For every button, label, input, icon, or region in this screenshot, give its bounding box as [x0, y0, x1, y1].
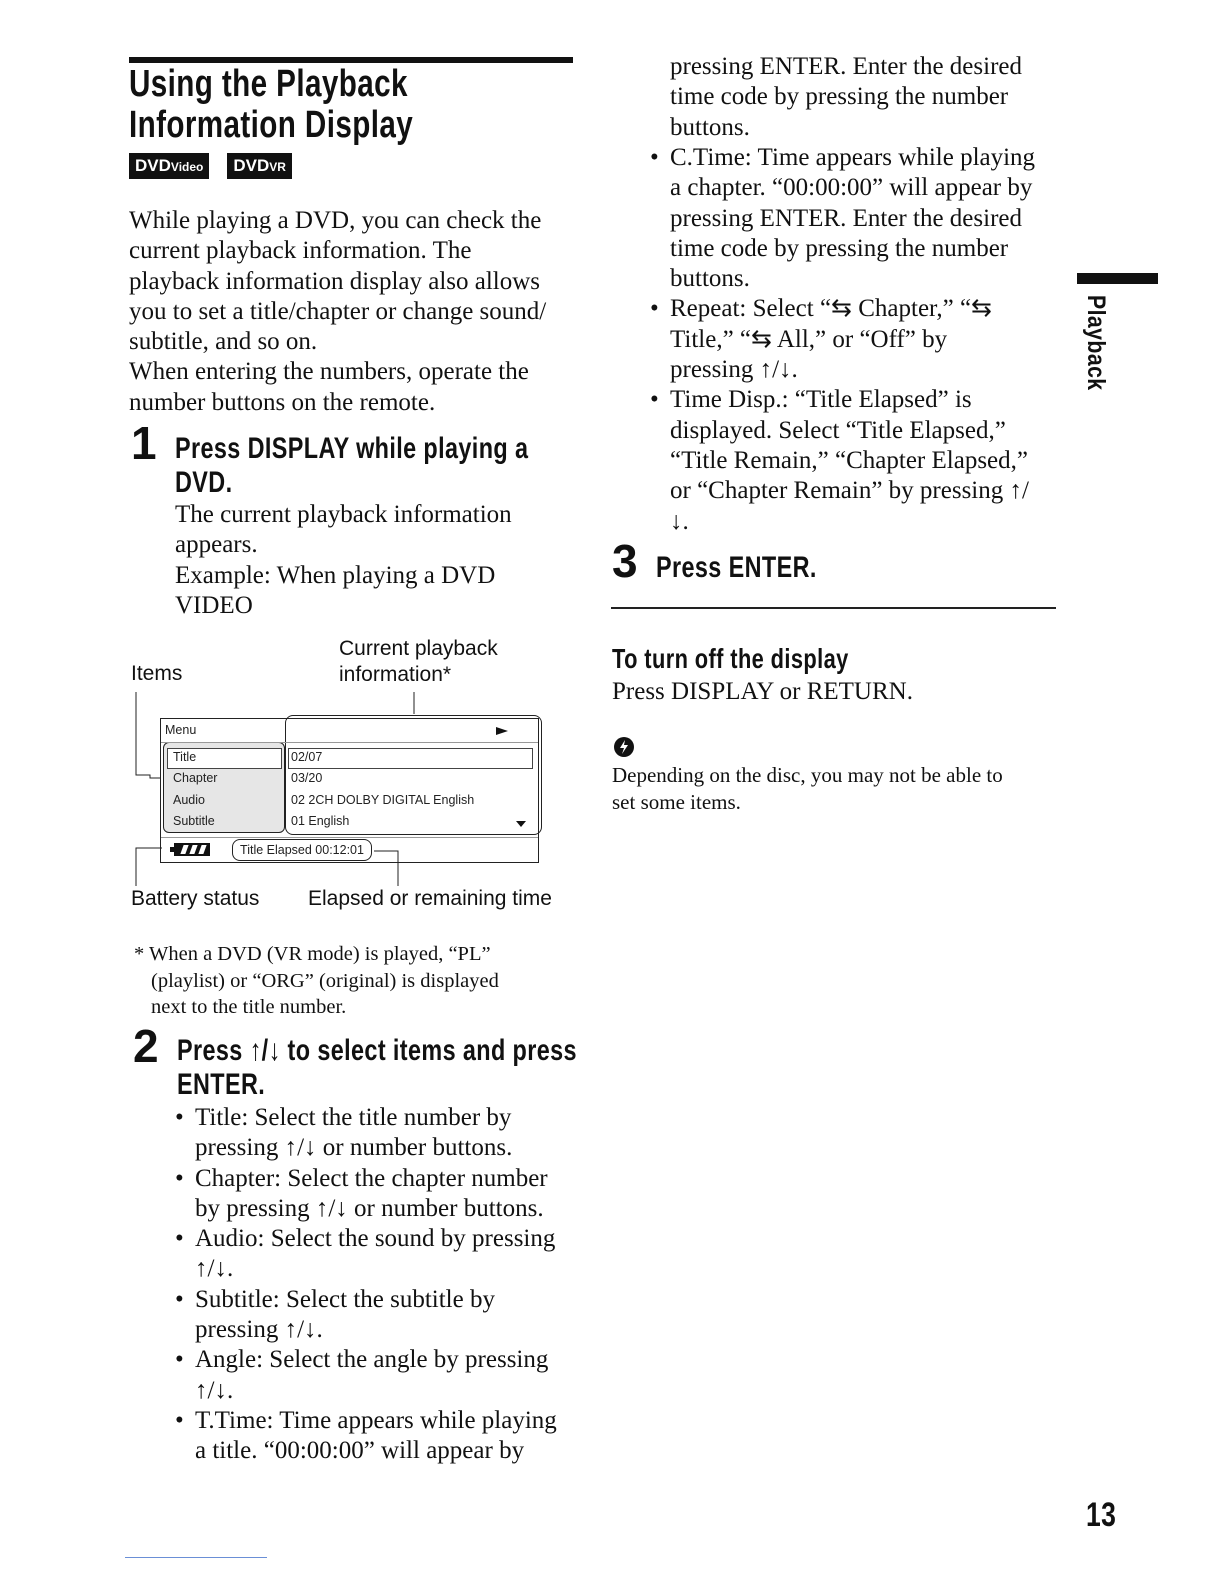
continued-line: time code by pressing the number [670, 83, 1009, 111]
label-elapsed: Elapsed or remaining time [308, 887, 552, 910]
osd-value-title: 02/07 [291, 750, 323, 764]
step-3-heading: Press ENTER. [656, 551, 817, 584]
step-2-heading-line1: Press ↑/↓ to select items and press [177, 1034, 577, 1067]
continued-line: buttons. [670, 113, 750, 141]
step-1-heading [175, 432, 565, 500]
step-2-number: 2 [133, 1020, 159, 1072]
note-text [612, 762, 1052, 816]
list-item: • Angle: Select the angle by pressing ↑/↓. [175, 1345, 585, 1406]
disc-badges [129, 153, 292, 179]
intro-line: When entering the numbers, operate the [129, 358, 529, 386]
step-1-line: The current playback information [175, 501, 512, 528]
osd-menu-divider [161, 742, 538, 743]
osd-value-selection [288, 748, 533, 769]
osd-play-icon [496, 727, 508, 735]
continued-text [670, 52, 1070, 143]
side-tab-bar [1077, 273, 1158, 284]
footnote-line: next to the title number. [151, 996, 347, 1018]
step-2-heading-line2: ENTER. [177, 1068, 266, 1101]
intro-line: While playing a DVD, you can check the [129, 207, 542, 234]
turnoff-text: Press DISPLAY or RETURN. [612, 678, 913, 705]
step-2-heading [177, 1034, 598, 1102]
continued-line: pressing ENTER. Enter the desired [670, 53, 1022, 80]
step-1-heading-line2: DVD. [175, 466, 233, 499]
step-1-number: 1 [131, 417, 157, 469]
intro-line: you to set a title/chapter or change sound/ [129, 297, 547, 325]
intro-line: current playback information. The [129, 237, 472, 265]
page-number: 13 [1086, 1496, 1117, 1534]
osd-time-text: Title Elapsed 00:12:01 [240, 843, 364, 857]
page-title [129, 64, 535, 146]
step-1-line: VIDEO [175, 591, 253, 619]
osd-scroll-down-icon [516, 821, 526, 827]
label-battery: Battery status [131, 887, 260, 910]
footnote [134, 941, 584, 1021]
osd-value-audio: 02 2CH DOLBY DIGITAL English [291, 793, 475, 807]
label-current-line1: Current playback [339, 637, 498, 660]
list-item: • Chapter: Select the chapter number by pressing ↑/↓ or number buttons. [175, 1164, 585, 1225]
step-3-number: 3 [612, 535, 638, 587]
battery-icon [174, 843, 210, 856]
list-item: • Time Disp.: “Title Elapsed” is displayed. Select “Title Elapsed,” “Title Remain,” “Chapter Elapsed,” or “Chapter Remain” by pressing ↑/ ↓. [650, 385, 1070, 536]
step-1-line: appears. [175, 531, 258, 559]
label-current-line2: information* [339, 663, 452, 686]
label-items: Items [131, 662, 183, 685]
turnoff-heading: To turn off the display [612, 643, 849, 674]
list-item: • T.Time: Time appears while playing a title. “00:00:00” will appear by [175, 1406, 585, 1467]
list-item: • Audio: Select the sound by pressing ↑/↓. [175, 1224, 585, 1285]
step-2-list [175, 1103, 585, 1467]
intro-paragraph [129, 206, 579, 418]
osd-item-audio: Audio [173, 793, 205, 807]
col2-list [650, 143, 1070, 537]
step-1-heading-line1: Press DISPLAY while playing a [175, 432, 529, 465]
note-line: set some items. [612, 790, 741, 814]
footer-rule [125, 1557, 267, 1558]
osd-figure [130, 690, 570, 890]
osd-bottom-divider [161, 837, 538, 838]
intro-line: number buttons on the remote. [129, 388, 436, 416]
osd-menu-label: Menu [165, 723, 197, 737]
page-title-line1: Using the Playback [129, 63, 408, 105]
osd-value-subtitle: 01 English [291, 814, 350, 828]
list-item: • Subtitle: Select the subtitle by pressing ↑/↓. [175, 1285, 585, 1346]
section-divider [611, 607, 1056, 609]
osd-item-subtitle: Subtitle [173, 814, 215, 828]
step-1-line: Example: When playing a DVD [175, 561, 496, 589]
note-icon [613, 736, 635, 763]
page-title-line2: Information Display [129, 104, 414, 146]
list-item: • Title: Select the title number by pressing ↑/↓ or number buttons. [175, 1103, 585, 1164]
osd-item-chapter: Chapter [173, 771, 218, 785]
dvd-vr-badge: DVDVR [227, 153, 292, 179]
footnote-line: (playlist) or “ORG” (original) is displayed [151, 969, 499, 992]
osd-item-title: Title [173, 750, 197, 764]
intro-line: playback information display also allows [129, 267, 541, 295]
dvd-video-badge: DVDVideo [129, 153, 209, 179]
intro-line: subtitle, and so on. [129, 328, 318, 356]
note-line: Depending on the disc, you may not be able to [612, 763, 1003, 787]
label-current-info [339, 636, 498, 688]
osd-time-display [232, 839, 372, 861]
osd-value-chapter: 03/20 [291, 771, 323, 785]
side-tab-label: Playback [1082, 295, 1110, 391]
list-item: • C.Time: Time appears while playing a chapter. “00:00:00” will appear by pressing ENTER. Enter the desired time code by pressing the number buttons. [650, 143, 1070, 294]
footnote-line: * When a DVD (VR mode) is played, “PL” [134, 943, 491, 965]
step-1-body [175, 500, 575, 621]
list-item: • Repeat: Select “⇆ Chapter,” “⇆ Title,” “⇆ All,” or “Off” by pressing ↑/↓. [650, 294, 1070, 385]
